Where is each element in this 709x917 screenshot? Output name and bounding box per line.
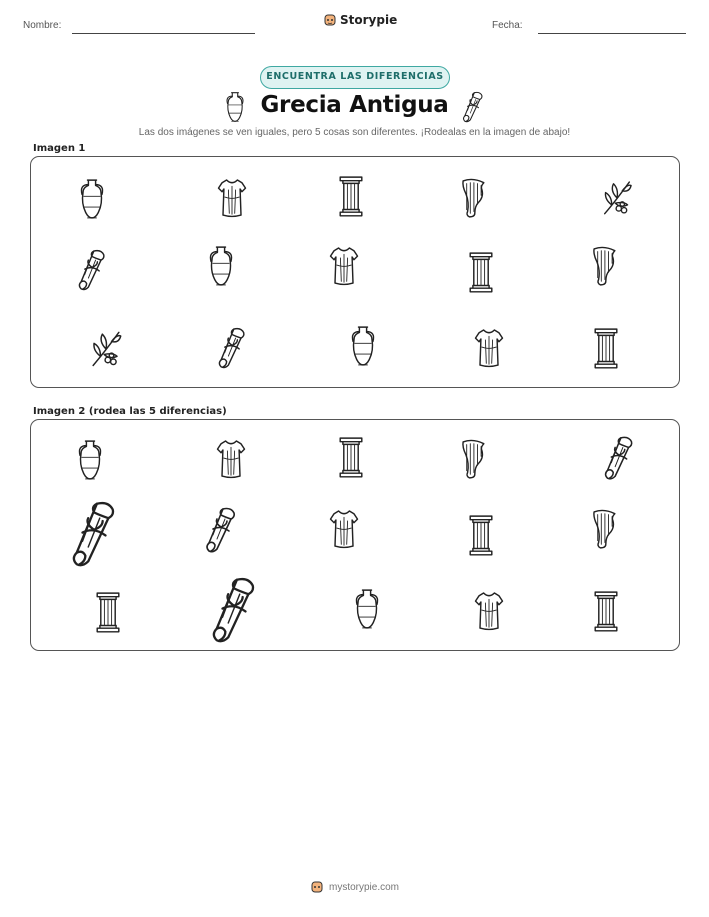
scroll-icon[interactable] xyxy=(599,434,639,482)
column-icon[interactable] xyxy=(90,588,126,636)
image1-panel xyxy=(30,156,680,388)
column-icon[interactable] xyxy=(333,173,369,219)
harp-icon[interactable] xyxy=(586,243,622,289)
amphora-icon[interactable] xyxy=(345,321,381,371)
amphora-icon[interactable] xyxy=(203,241,239,291)
scroll-icon[interactable] xyxy=(205,574,263,646)
harp-icon[interactable] xyxy=(455,436,491,482)
image2-panel xyxy=(30,419,680,651)
footer xyxy=(0,880,709,894)
column-icon[interactable] xyxy=(463,512,499,558)
tunic-icon[interactable] xyxy=(326,243,362,289)
storypie-mascot-icon xyxy=(310,880,324,894)
name-label: Nombre: xyxy=(23,20,62,31)
column-icon[interactable] xyxy=(588,588,624,634)
tunic-icon[interactable] xyxy=(214,175,250,221)
olive-branch-icon[interactable] xyxy=(86,325,126,371)
date-label: Fecha: xyxy=(492,20,523,31)
name-line[interactable] xyxy=(72,33,255,34)
column-icon[interactable] xyxy=(333,434,369,480)
page-title: Grecia Antigua xyxy=(260,92,449,118)
tunic-icon[interactable] xyxy=(471,588,507,634)
scroll-icon xyxy=(458,90,488,124)
amphora-icon[interactable] xyxy=(74,175,110,223)
activity-badge: ENCUENTRA LAS DIFERENCIAS xyxy=(260,66,450,89)
brand-name: Storypie xyxy=(340,13,398,27)
scroll-icon[interactable] xyxy=(74,245,110,295)
image1-label: Imagen 1 xyxy=(33,143,86,154)
olive-branch-icon[interactable] xyxy=(597,175,637,219)
scroll-icon[interactable] xyxy=(201,504,241,556)
image2-label: Imagen 2 (rodea las 5 diferencias) xyxy=(33,406,227,417)
storypie-mascot-icon xyxy=(323,13,337,27)
amphora-icon[interactable] xyxy=(72,436,108,484)
harp-icon[interactable] xyxy=(586,506,622,552)
column-icon[interactable] xyxy=(463,249,499,295)
harp-icon[interactable] xyxy=(455,175,491,221)
tunic-icon[interactable] xyxy=(471,325,507,371)
tunic-icon[interactable] xyxy=(213,436,249,482)
footer-site[interactable]: mystorypie.com xyxy=(328,881,399,893)
column-icon[interactable] xyxy=(588,325,624,371)
scroll-icon[interactable] xyxy=(65,498,123,570)
amphora-icon[interactable] xyxy=(349,584,385,634)
date-line[interactable] xyxy=(538,33,686,34)
scroll-icon[interactable] xyxy=(214,323,250,373)
brand-logo xyxy=(323,13,397,27)
instructions: Las dos imágenes se ven iguales, pero 5 cosas son diferentes. ¡Rodealas en la imagen de abajo! xyxy=(138,127,571,138)
tunic-icon[interactable] xyxy=(326,506,362,552)
